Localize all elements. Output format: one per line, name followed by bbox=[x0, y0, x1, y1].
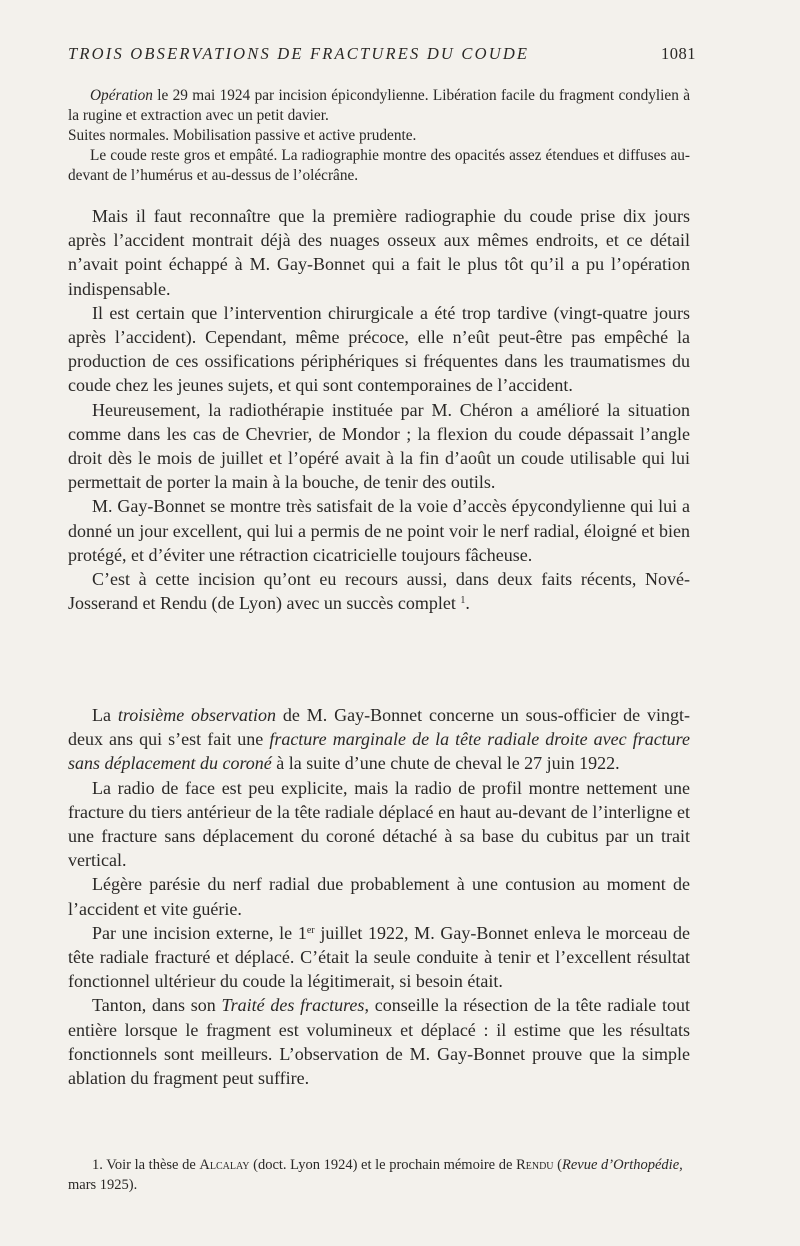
observation-notes bbox=[68, 86, 690, 186]
paragraph: Heureusement, la radiothérapie instituée par M. Chéron a amélioré la situation comme dans les cas de Chevrier, de Mondor ; la flexion du coude dépassait l’angle droit dès le mois de juillet et l’opéré avait à la fin d’août un coude utilisable qui lui permettait de porter la main à la bouche, de tenir des outils. bbox=[68, 399, 690, 493]
section-discussion bbox=[68, 204, 690, 615]
paragraph: Tanton, dans son Traité des fractures, conseille la résection de la tête radiale tout entière lorsque le fragment est volumineux et déplacé : il estime que les résultats fonctionnels sont meilleurs. L’observation de M. Gay-Bonnet prouve que la simple ablation du fragment peut suffire. bbox=[68, 995, 690, 1089]
paragraph: La radio de face est peu explicite, mais la radio de profil montre nettement une fracture du tiers antérieur de la tête radiale déplacé en haut au-devant de l’interligne et une fracture sans déplacement du coroné détaché à sa base du cubitus par un trait vertical. bbox=[68, 777, 690, 871]
page-number: 1081 bbox=[661, 44, 696, 63]
paragraph: La troisième observation de M. Gay-Bonnet concerne un sous-officier de vingt-deux ans qui s’est fait une fracture marginale de la tête radiale droite avec fracture sans déplacement du coroné à la suite d’une chute de cheval le 27 juin 1922. bbox=[68, 705, 691, 774]
note-suites: Suites normales. Mobilisation passive et active prudente. bbox=[68, 127, 417, 145]
paragraph: Il est certain que l’intervention chirurgicale a été trop tardive (vingt-quatre jours après l’accident). Cependant, même précoce, elle n’eût peut-être pas empêché la production de ces ossifications périphériques si fréquentes dans les traumatismes du coude chez les jeunes sujets, et qui sont contemporaines de l’accident. bbox=[68, 302, 690, 396]
footnote: 1. Voir la thèse de Alcalay (doct. Lyon 1924) et le prochain mémoire de Rendu (Revue d’Orthopédie, mars 1925). bbox=[68, 1157, 683, 1193]
running-header bbox=[68, 44, 696, 64]
paragraph: Mais il faut reconnaître que la première radiographie du coude prise dix jours après l’accident montrait déjà des nuages osseux aux mêmes endroits, et ce détail n’avait point échappé à M. Gay-Bonnet qui a fait le plus tôt qu’il a pu l’opération indispensable. bbox=[68, 206, 690, 299]
section-third-observation bbox=[68, 703, 690, 1090]
paragraph: Légère parésie du nerf radial due probablement à une contusion au moment de l’accident et vite guérie. bbox=[68, 874, 690, 919]
paragraph: Par une incision externe, le 1er juillet 1922, M. Gay-Bonnet enleva le morceau de tête radiale fracturé et déplacé. C’était la seule conduite à tenir et l’excellent résultat fonctionnel ultérieur du coude la légitimerait, si besoin était. bbox=[68, 922, 691, 992]
note-radiographie: Le coude reste gros et empâté. La radiographie montre des opacités assez étendues et diffuses au-devant de l’humérus et au-dessus de l’olécrâne. bbox=[68, 147, 690, 185]
note-operation: Opération le 29 mai 1924 par incision épicondylienne. Libération facile du fragment condylien à la rugine et extraction avec un petit davier. bbox=[68, 87, 690, 125]
footnote-ref: 1 bbox=[460, 595, 466, 607]
paragraph: M. Gay-Bonnet se montre très satisfait de la voie d’accès épycondylienne qui lui a donné un jour excellent, qui lui a permis de ne point voir le nerf radial, éloigné et bien protégé, et d’éviter une rétraction cicatricielle toujours fâcheuse. bbox=[68, 496, 690, 565]
running-title: TROIS OBSERVATIONS DE FRACTURES DU COUDE bbox=[68, 44, 530, 63]
paragraph: C’est à cette incision qu’ont eu recours aussi, dans deux faits récents, Nové-Josserand et Rendu (de Lyon) avec un succès complet $^1$. bbox=[68, 569, 690, 614]
